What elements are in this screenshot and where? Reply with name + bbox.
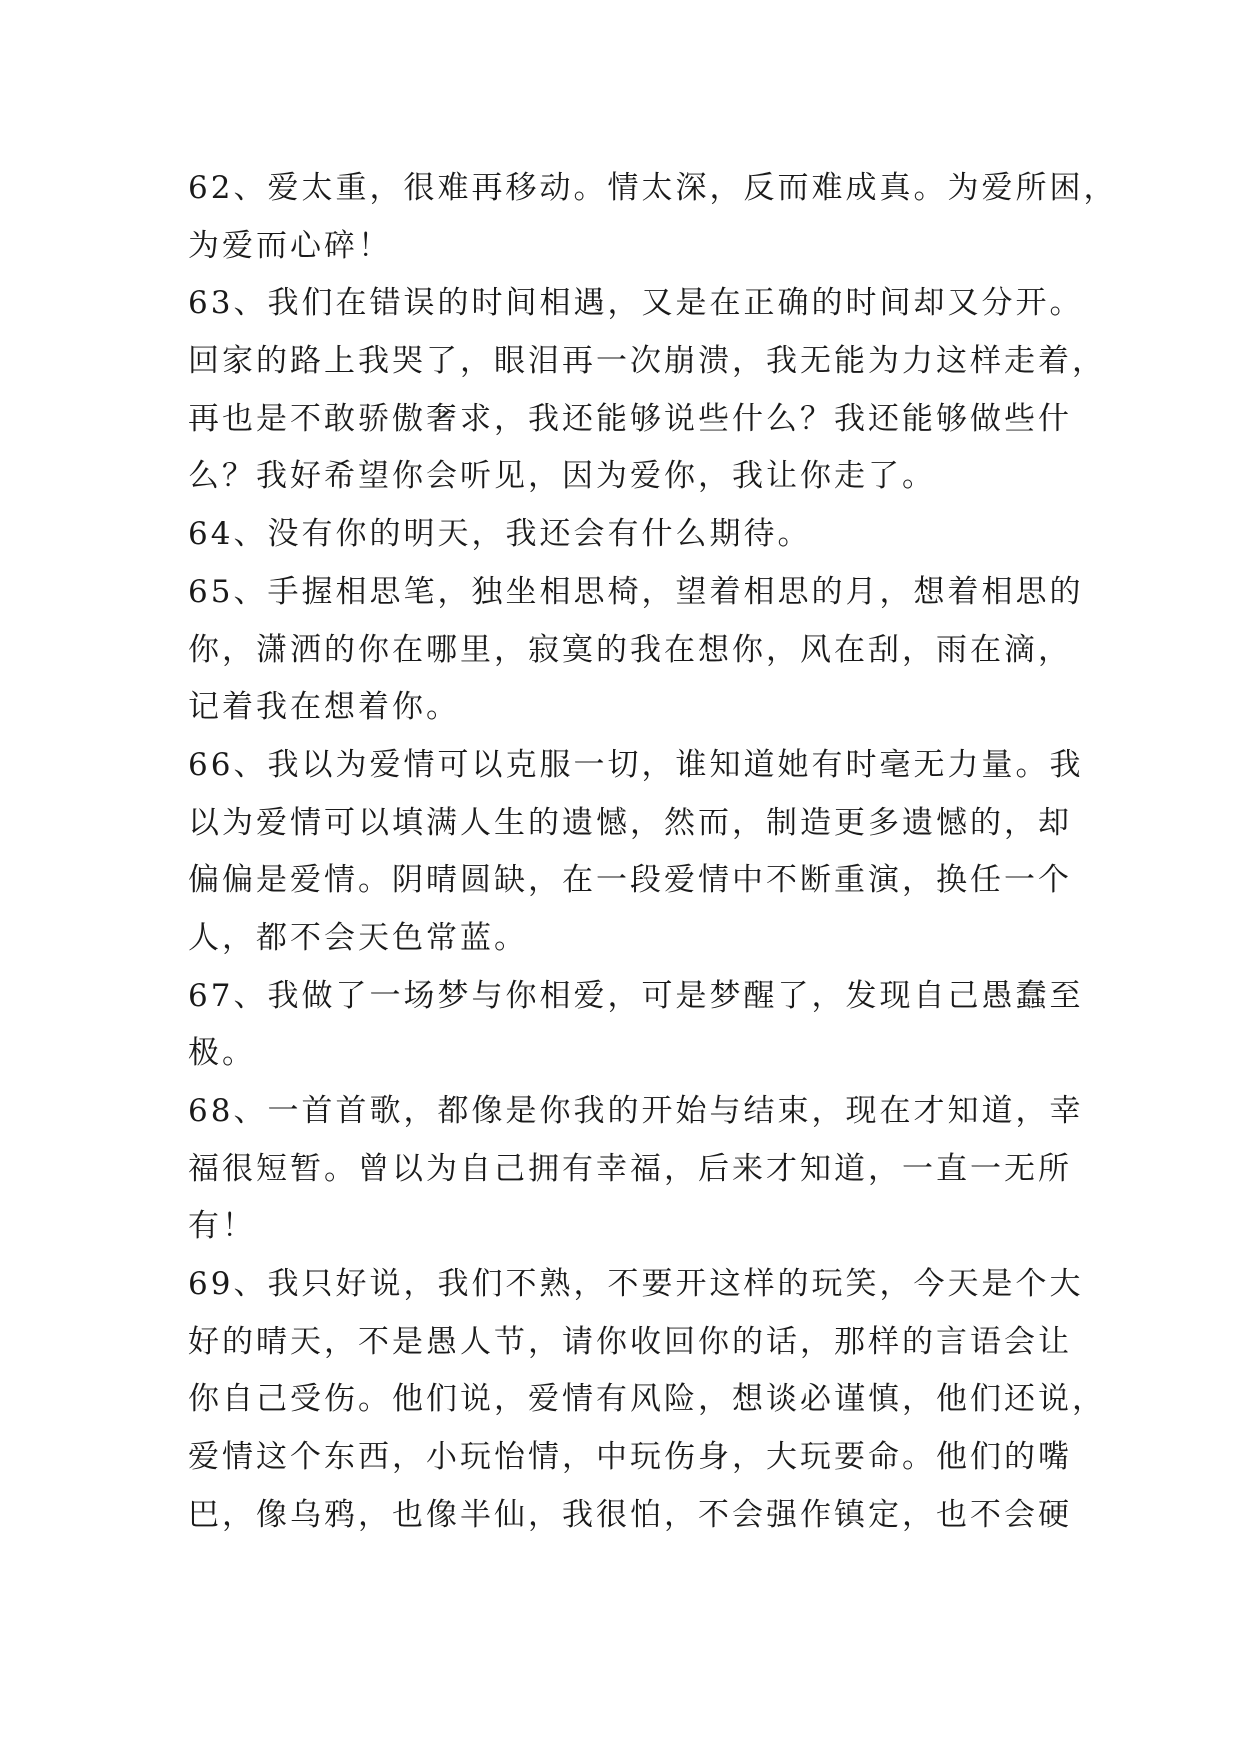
text-line: 68、一首首歌，都像是你我的开始与结束，现在才知道，幸: [188, 1093, 1084, 1129]
text-line: 爱情这个东西，小玩怡情，中玩伤身，大玩要命。他们的嘴: [188, 1439, 1072, 1476]
text-line: 好的晴天，不是愚人节，请你收回你的话，那样的言语会让: [188, 1323, 1072, 1360]
text-line: 63、我们在错误的时间相遇，又是在正确的时间却又分开。: [188, 285, 1084, 322]
text-line: 65、手握相思笔，独坐相思椅，望着相思的月，想着相思的: [188, 573, 1084, 610]
text-line: 人，都不会天色常蓝。: [188, 919, 528, 956]
text-line: 你自己受伤。他们说，爱情有风险，想谈必谨慎，他们还说，: [188, 1381, 1106, 1418]
text-line: 记着我在想着你。: [188, 689, 460, 726]
text-line: 66、我以为爱情可以克服一切，谁知道她有时毫无力量。我: [188, 746, 1084, 783]
text-line: 你，潇洒的你在哪里，寂寞的我在想你，风在刮，雨在滴，: [188, 631, 1072, 668]
text-line: 回家的路上我哭了，眼泪再一次崩溃，我无能为力这样走着，: [188, 343, 1106, 380]
text-line: 67、我做了一场梦与你相爱，可是梦醒了，发现自己愚蠢至: [188, 977, 1084, 1014]
text-line: 福很短暂。曾以为自己拥有幸福，后来才知道，一直一无所: [188, 1150, 1072, 1187]
document-body: [188, 160, 1118, 1545]
text-line: 69、我只好说，我们不熟，不要开这样的玩笑，今天是个大: [188, 1266, 1084, 1303]
text-line: 巴，像乌鸦，也像半仙，我很怕，不会强作镇定，也不会硬: [188, 1496, 1072, 1533]
text-line: 么？我好希望你会听见，因为爱你，我让你走了。: [188, 458, 936, 495]
text-line: 再也是不敢骄傲奢求，我还能够说些什么？我还能够做些什: [188, 400, 1072, 437]
text-line: 64、没有你的明天，我还会有什么期待。: [188, 516, 812, 553]
text-line: 偏偏是爱情。阴晴圆缺，在一段爱情中不断重演，换任一个: [188, 862, 1072, 899]
text-line: 62、爱太重，很难再移动。情太深，反而难成真。为爱所困，: [188, 170, 1118, 206]
text-line: 有！: [188, 1208, 256, 1245]
text-line: 以为爱情可以填满人生的遗憾，然而，制造更多遗憾的，却: [188, 804, 1072, 841]
text-line: 极。: [188, 1035, 256, 1072]
text-line: 为爱而心碎！: [188, 227, 392, 264]
